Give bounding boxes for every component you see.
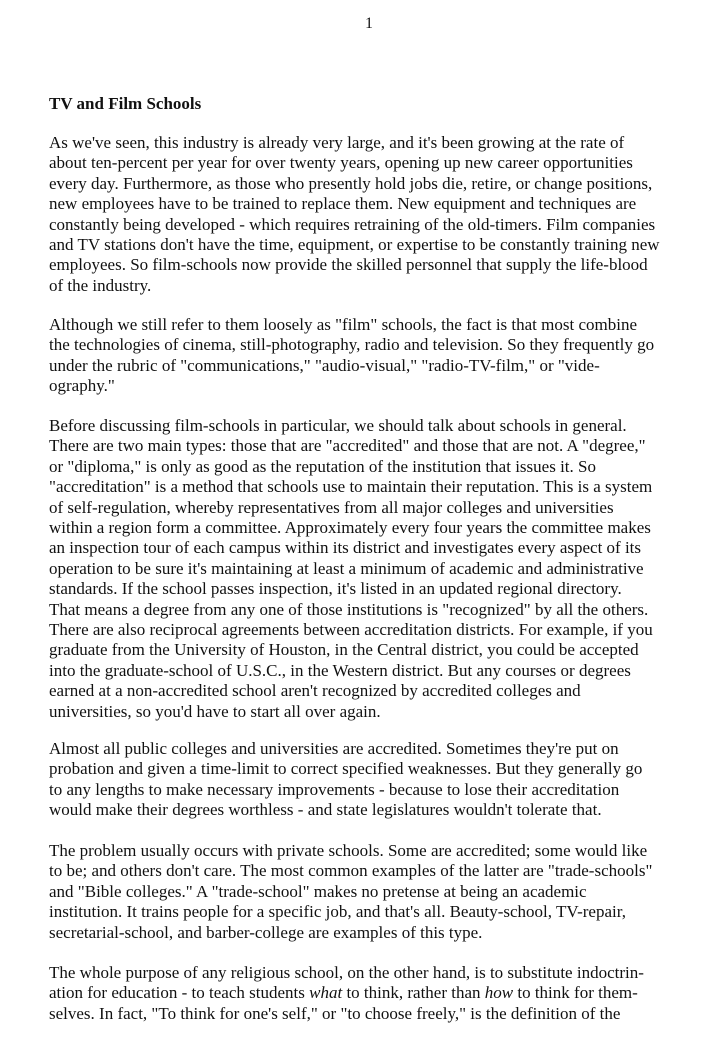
text-line: earned at a non-accredited school aren't recognized by accredited colleges and: [49, 681, 581, 701]
text-line: operation to be sure it's maintaining at least a minimum of academic and administrative: [49, 558, 644, 578]
paragraph-6: [49, 963, 689, 1024]
text-line: every day. Furthermore, as those who presently hold jobs die, retire, or change positions,: [49, 173, 653, 193]
page-number: 1: [365, 15, 373, 32]
paragraph-4: [49, 739, 689, 821]
text-line: Before discussing film-schools in particular, we should talk about schools in general.: [49, 416, 627, 435]
text-line: universities, so you'd have to start all over again.: [49, 701, 381, 721]
text-line: of self-regulation, whereby representatives from all major colleges and universities: [49, 497, 614, 517]
paragraph-3: [49, 416, 689, 722]
emphasis-how: how: [484, 983, 514, 1003]
emphasis-what: what: [309, 983, 343, 1003]
text-line: new employees have to be trained to replace them. New equipment and techniques are: [49, 194, 637, 214]
text-line: and TV stations don't have the time, equipment, or expertise to be constantly training new: [49, 235, 660, 255]
text-line: of the industry.: [49, 275, 152, 295]
text-segment: to think for them-: [513, 983, 638, 1003]
text-line: As we've seen, this industry is already very large, and it's been growing at the rate of: [49, 133, 625, 152]
paragraph-5: [49, 841, 689, 943]
text-line: constantly being developed - which requires retraining of the old-timers. Film companies: [49, 214, 656, 234]
text-line: to any lengths to make necessary improvements - because to lose their accreditation: [49, 779, 620, 799]
text-line: within a region form a committee. Approximately every four years the committee makes: [49, 518, 651, 538]
text-line: "accreditation" is a method that schools use to maintain their reputation. This is a system: [49, 477, 653, 497]
text-line: standards. If the school passes inspection, it's listed in an updated regional directory.: [49, 579, 622, 599]
text-line: Almost all public colleges and universities are accredited. Sometimes they're put on: [49, 739, 619, 758]
text-line: an inspection tour of each campus within its district and investigates every aspect of its: [49, 538, 642, 558]
text-line: Although we still refer to them loosely as "film" schools, the fact is that most combine: [49, 315, 637, 334]
text-line: probation and given a time-limit to correct specified weaknesses. But they generally go: [49, 759, 643, 779]
paragraph-1: [49, 133, 689, 296]
paragraph-2: [49, 315, 689, 397]
text-line: ography.": [49, 376, 115, 396]
text-line: employees. So film-schools now provide the skilled personnel that supply the life-blood: [49, 255, 648, 275]
text-line: There are two main types: those that are "accredited" and those that are not. A "degree,": [49, 436, 646, 456]
text-line: The whole purpose of any religious school, on the other hand, is to substitute indoctrin-: [49, 963, 644, 982]
text-line: graduate from the University of Houston, in the Central district, you could be accepted: [49, 640, 639, 660]
text-line: the technologies of cinema, still-photography, radio and television. So they frequently go: [49, 335, 655, 355]
text-line: and "Bible colleges." A "trade-school" makes no pretense at being an academic: [49, 881, 587, 901]
text-line: would make their degrees worthless - and state legislatures wouldn't tolerate that.: [49, 800, 602, 820]
text-segment: ation for education - to teach students: [49, 983, 310, 1003]
text-line-mixed: [49, 983, 689, 1003]
text-line: about ten-percent per year for over twenty years, opening up new career opportunities: [49, 153, 633, 173]
text-line: There are also reciprocal agreements between accreditation districts. For example, if you: [49, 620, 653, 640]
text-line: The problem usually occurs with private schools. Some are accredited; some would like: [49, 841, 648, 860]
text-line: under the rubric of "communications," "audio-visual," "radio-TV-film," or "vide-: [49, 355, 600, 375]
text-line: or "diploma," is only as good as the reputation of the institution that issues it. So: [49, 456, 596, 476]
text-line: to be; and others don't care. The most common examples of the latter are "trade-schools": [49, 861, 653, 881]
text-line: institution. It trains people for a specific job, and that's all. Beauty-school, TV-repair,: [49, 902, 626, 922]
text-segment: to think, rather than: [342, 983, 485, 1003]
text-line: selves. In fact, "To think for one's self," or "to choose freely," is the definition of the: [49, 1003, 621, 1023]
text-line: into the graduate-school of U.S.C., in the Western district. But any courses or degrees: [49, 660, 631, 680]
text-line: That means a degree from any one of those institutions is "recognized" by all the others.: [49, 599, 649, 619]
text-line: secretarial-school, and barber-college are examples of this type.: [49, 922, 483, 942]
section-heading: TV and Film Schools: [49, 94, 202, 113]
